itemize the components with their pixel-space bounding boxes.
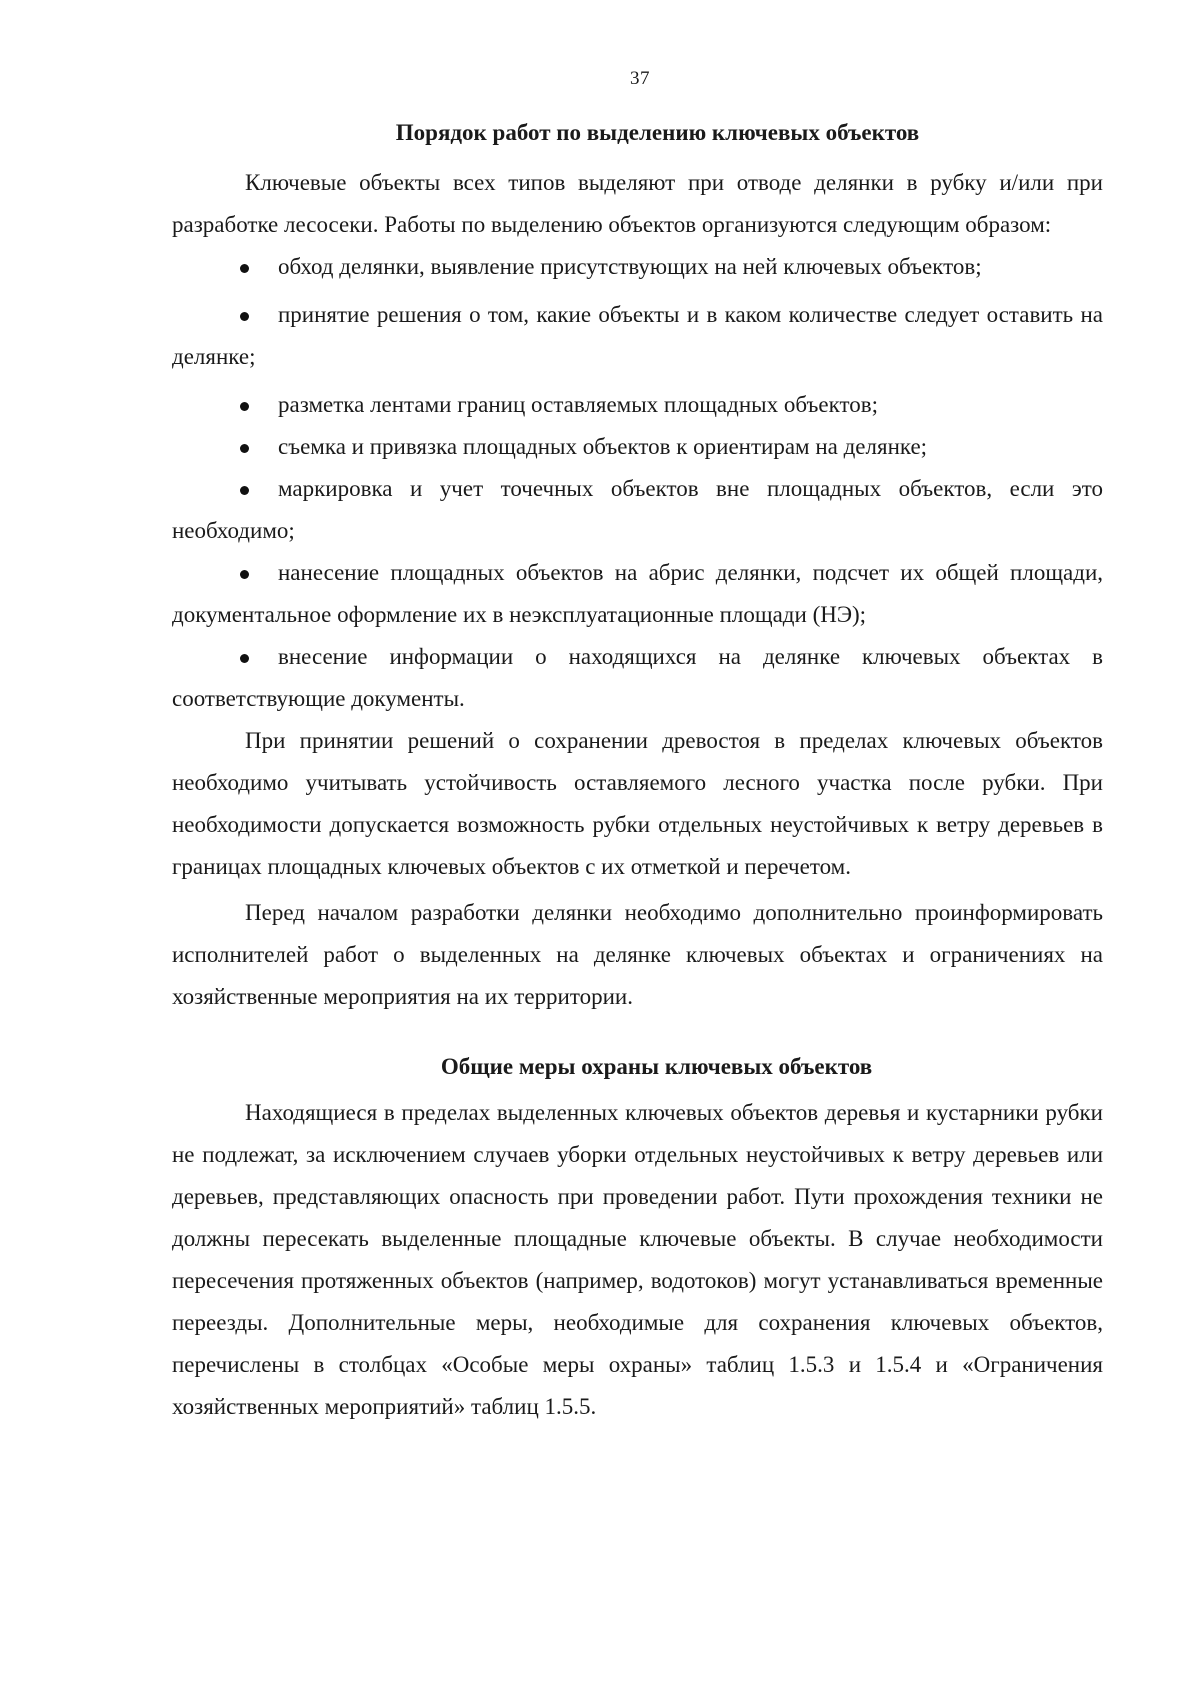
page-content — [172, 112, 1103, 1428]
section1-intro-paragraph: Ключевые объекты всех типов выделяют при отводе делянки в рубку и/или при разработке лесосеки. Работы по выделению объектов организуются следующим образом: — [172, 170, 1103, 237]
bullet-icon — [240, 654, 249, 663]
bullet-icon — [240, 402, 249, 411]
list-item: нанесение площадных объектов на абрис делянки, подсчет их общей площади, документальное оформление их в неэксплуатационные площади (НЭ); — [172, 560, 1103, 627]
list-item: разметка лентами границ оставляемых площадных объектов; — [172, 384, 1103, 426]
bullet-icon — [240, 486, 249, 495]
bullet-icon — [240, 312, 249, 321]
section1-decision-paragraph: При принятии решений о сохранении древостоя в пределах ключевых объектов необходимо учитывать устойчивость оставляемого лесного участка после рубки. При необходимости допускается возможность рубки отдельных неустойчивых к ветру деревьев в границах площадных ключевых объектов с их отметкой и перечетом. — [172, 728, 1103, 879]
list-item: маркировка и учет точечных объектов вне площадных объектов, если это необходимо; — [172, 476, 1103, 543]
page-number: 37 — [630, 68, 650, 89]
section-heading-work-order: Порядок работ по выделению ключевых объектов — [395, 120, 920, 145]
bullet-icon — [240, 570, 249, 579]
list-item: обход делянки, выявление присутствующих на ней ключевых объектов; — [172, 246, 1103, 288]
work-steps-list — [172, 246, 1103, 720]
list-item: внесение информации о находящихся на делянке ключевых объектах в соответствующие документы. — [172, 644, 1103, 711]
list-item: съемка и привязка площадных объектов к ориентирам на делянке; — [172, 426, 1103, 468]
section2-paragraph: Находящиеся в пределах выделенных ключевых объектов деревья и кустарники рубки не подлежат, за исключением случаев уборки отдельных неустойчивых к ветру деревьев или деревьев, представляющих опасность при проведении работ. Пути прохождения техники не должны пересекать выделенные площадные ключевые объекты. В случае необходимости пересечения протяженных объектов (например, водотоков) могут устанавливаться временные переезды. Дополнительные меры, необходимые для сохранения ключевых объектов, перечислены в столбцах «Особые меры охраны» таблиц 1.5.3 и 1.5.4 и «Ограничения хозяйственных мероприятий» таблиц 1.5.5. — [172, 1100, 1103, 1419]
bullet-icon — [240, 444, 249, 453]
list-item: принятие решения о том, какие объекты и в каком количестве следует оставить на делянке; — [172, 302, 1103, 369]
section1-inform-paragraph: Перед началом разработки делянки необходимо дополнительно проинформировать исполнителей работ о выделенных на делянке ключевых объектах и ограничениях на хозяйственные мероприятия на их территории. — [172, 900, 1103, 1009]
section-heading-protection-measures: Общие меры охраны ключевых объектов — [440, 1054, 873, 1079]
bullet-icon — [240, 264, 249, 273]
